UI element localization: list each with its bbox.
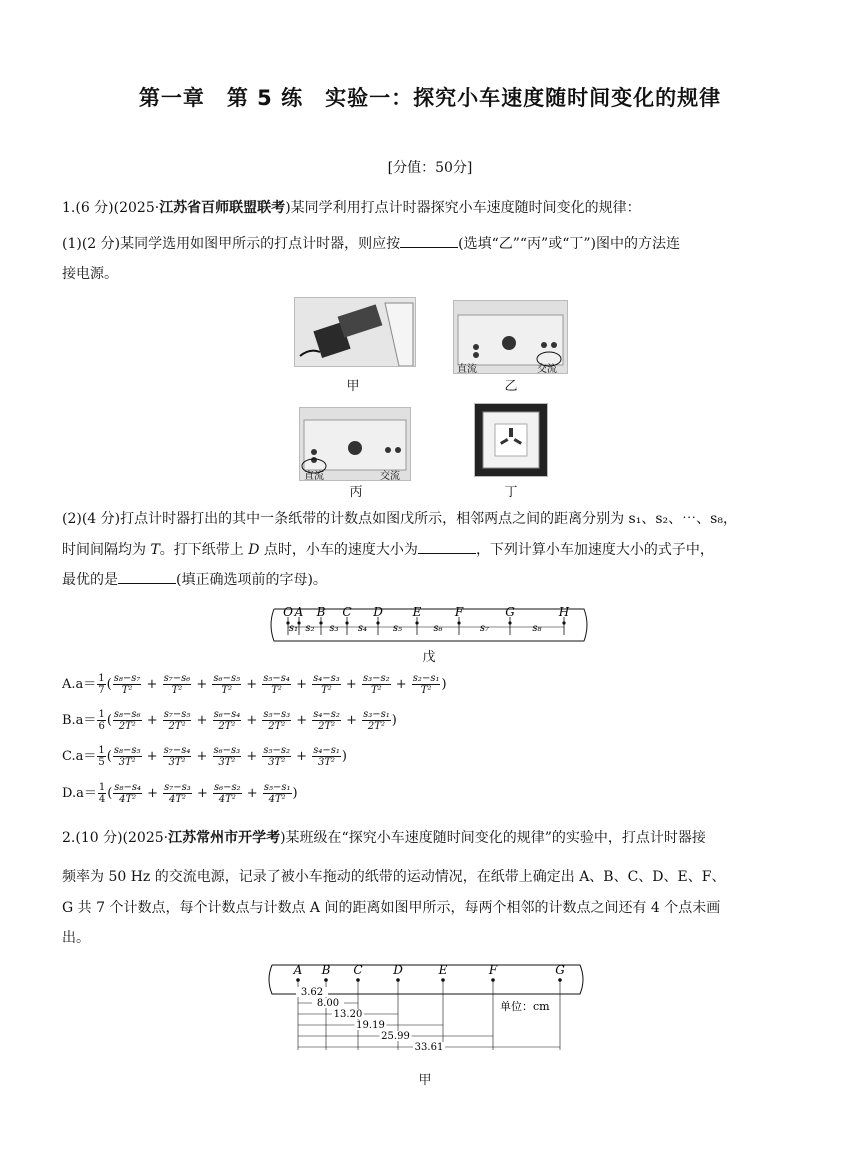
label-dc-yi: 直流 bbox=[457, 364, 477, 375]
fraction bbox=[212, 673, 241, 696]
point-label: H bbox=[558, 605, 570, 619]
option-b[interactable] bbox=[62, 709, 397, 732]
fig-label-q2-jia: 甲 bbox=[418, 1073, 432, 1088]
fraction bbox=[163, 673, 192, 696]
plus-sign: + bbox=[292, 749, 312, 764]
segment-label: s₆ bbox=[433, 623, 443, 634]
denominator: T² bbox=[121, 685, 133, 696]
plus-sign: + bbox=[341, 677, 361, 692]
numerator: s₈−s₇ bbox=[113, 673, 141, 684]
fraction bbox=[163, 745, 192, 768]
q2-line4: 出。 bbox=[62, 930, 90, 946]
numerator: 1 bbox=[98, 745, 105, 756]
var-D: D bbox=[248, 542, 260, 558]
distance-label: 33.61 bbox=[414, 1042, 444, 1053]
plus-sign: + bbox=[291, 677, 312, 692]
point-label: E bbox=[438, 963, 448, 977]
fig-label-ding: 丁 bbox=[504, 485, 518, 500]
plus-sign: + bbox=[192, 713, 212, 728]
numerator: s₇−s₃ bbox=[164, 782, 191, 793]
plus-sign: + bbox=[192, 786, 212, 801]
label-ac-yi: 交流 bbox=[537, 364, 557, 375]
denominator: T² bbox=[321, 685, 332, 696]
denominator: 4T² bbox=[119, 794, 137, 805]
segment-label: s₅ bbox=[392, 623, 403, 634]
denominator: 3T² bbox=[218, 757, 236, 768]
paren: ) bbox=[391, 713, 397, 728]
q1-p2-text: 时间间隔均为 bbox=[62, 542, 151, 558]
fraction bbox=[97, 673, 105, 696]
fraction bbox=[97, 745, 105, 768]
fraction bbox=[262, 673, 291, 696]
option-c[interactable] bbox=[62, 745, 347, 768]
option-lead: D.a＝ bbox=[62, 786, 97, 801]
option-lead: B.a＝ bbox=[62, 713, 97, 728]
fraction bbox=[263, 782, 292, 805]
plus-sign: + bbox=[391, 677, 411, 692]
fraction bbox=[312, 745, 341, 768]
point-label: C bbox=[353, 963, 363, 977]
timer-illustration bbox=[295, 298, 415, 366]
fraction bbox=[262, 745, 291, 768]
fraction bbox=[312, 673, 341, 696]
q1-stem bbox=[62, 199, 802, 217]
point-label: O bbox=[283, 605, 293, 619]
fraction bbox=[97, 709, 105, 732]
point-label: F bbox=[454, 605, 464, 619]
fig-label-bing: 丙 bbox=[349, 485, 363, 500]
segment-label: s₈ bbox=[532, 623, 542, 634]
distance-label: 19.19 bbox=[356, 1020, 385, 1031]
numerator: 1 bbox=[98, 782, 106, 793]
numerator: s₇−s₅ bbox=[163, 709, 191, 720]
q2-line3: G 共 7 个计数点，每个计数点与计数点 A 间的距离如图甲所示，每两个相邻的计数点之间还有 4 个点未画 bbox=[62, 900, 721, 916]
option-lead: A.a＝ bbox=[62, 677, 97, 692]
denominator: 6 bbox=[98, 721, 105, 732]
numerator: s₆−s₂ bbox=[213, 782, 241, 793]
q2-stem bbox=[62, 829, 802, 847]
numerator: s₃−s₁ bbox=[363, 709, 390, 720]
plus-sign: + bbox=[142, 713, 162, 728]
plus-sign: + bbox=[292, 713, 312, 728]
numerator: s₈−s₅ bbox=[113, 745, 141, 756]
plus-sign: + bbox=[341, 713, 362, 728]
answer-blank[interactable] bbox=[400, 235, 458, 248]
fig-label-yi: 乙 bbox=[504, 379, 518, 394]
wall-socket-illustration bbox=[475, 404, 547, 476]
numerator: s₄−s₃ bbox=[313, 673, 340, 684]
q1-part2-line3 bbox=[62, 571, 802, 589]
fraction bbox=[312, 709, 341, 732]
numerator: s₄−s₂ bbox=[313, 709, 340, 720]
fraction bbox=[113, 673, 142, 696]
fraction bbox=[213, 709, 242, 732]
timer-photo-jia bbox=[294, 297, 416, 367]
paren: ( bbox=[106, 713, 112, 728]
numerator: s₇−s₄ bbox=[163, 745, 191, 756]
fraction bbox=[412, 673, 441, 696]
numerator: s₆−s₅ bbox=[213, 673, 241, 684]
point-label: G bbox=[505, 605, 515, 619]
denominator: 5 bbox=[98, 757, 105, 768]
option-d[interactable] bbox=[62, 782, 298, 805]
q1-source: 江苏省百师联盟联考 bbox=[159, 200, 286, 216]
denominator: 2T² bbox=[268, 721, 286, 732]
score-label: [分值：50分] bbox=[387, 160, 473, 176]
plus-sign: + bbox=[242, 786, 262, 801]
q1-part2-line2 bbox=[62, 541, 802, 559]
plus-sign: + bbox=[192, 749, 212, 764]
denominator: 4 bbox=[98, 794, 106, 805]
page-title: 第一章 第 5 练 实验一：探究小车速度随时间变化的规律 bbox=[138, 86, 722, 110]
answer-blank[interactable] bbox=[118, 571, 176, 584]
denominator: 2T² bbox=[118, 721, 136, 732]
segment-label: s₃ bbox=[329, 623, 339, 634]
fraction bbox=[213, 745, 242, 768]
point-label: G bbox=[555, 963, 565, 977]
point-label: D bbox=[393, 963, 403, 977]
numerator: 1 bbox=[98, 673, 105, 684]
label-ac-bing: 交流 bbox=[380, 471, 400, 482]
distance-label: 8.00 bbox=[316, 998, 340, 1009]
fraction bbox=[163, 709, 192, 732]
fraction bbox=[113, 782, 142, 805]
plus-sign: + bbox=[142, 677, 162, 692]
numerator: s₄−s₁ bbox=[313, 745, 340, 756]
q1-stem-text: )某同学利用打点计时器探究小车速度随时间变化的规律： bbox=[285, 200, 641, 216]
plus-sign: + bbox=[142, 749, 162, 764]
answer-blank[interactable] bbox=[418, 541, 476, 554]
q1-part1-line1 bbox=[62, 235, 802, 253]
denominator: 7 bbox=[98, 685, 105, 696]
segment-label: s₁ bbox=[288, 623, 299, 634]
paren: ( bbox=[106, 677, 112, 692]
q1-part2-line1: (2)(4 分)打点计时器打出的其中一条纸带的计数点如图戊所示，相邻两点之间的距离分别为 s₁、s₂、⋯、s₈， bbox=[62, 511, 737, 527]
segment-label: s₇ bbox=[479, 623, 490, 634]
denominator: T² bbox=[420, 685, 432, 696]
numerator: s₅−s₁ bbox=[263, 782, 291, 793]
plus-sign: + bbox=[192, 677, 212, 692]
denominator: 4T² bbox=[218, 794, 236, 805]
denominator: 2T² bbox=[367, 721, 385, 732]
q2-line2: 频率为 50 Hz 的交流电源，记录了被小车拖动的纸带的运动情况，在纸带上确定出 A、B、C、D、E、F、 bbox=[62, 869, 726, 885]
point-label: B bbox=[316, 605, 326, 619]
numerator: s₃−s₂ bbox=[362, 673, 390, 684]
fraction bbox=[113, 745, 142, 768]
q2-prefix: 2.(10 分)(2025· bbox=[62, 830, 169, 846]
plus-sign: + bbox=[242, 677, 262, 692]
fraction bbox=[362, 709, 391, 732]
denominator: 3T² bbox=[118, 757, 136, 768]
denominator: 3T² bbox=[268, 757, 286, 768]
denominator: 2T² bbox=[168, 721, 186, 732]
segment-label: s₄ bbox=[357, 623, 368, 634]
label-dc-bing: 直流 bbox=[304, 471, 324, 482]
paren: ( bbox=[107, 786, 113, 801]
q1-p2-text: (填正确选项前的字母)。 bbox=[176, 572, 327, 588]
var-T: T bbox=[150, 542, 160, 558]
denominator: T² bbox=[370, 685, 382, 696]
point-label: E bbox=[412, 605, 422, 619]
paren: ) bbox=[341, 749, 347, 764]
numerator: s₅−s₄ bbox=[263, 673, 290, 684]
point-label: F bbox=[488, 963, 498, 977]
distance-label: 3.62 bbox=[300, 987, 324, 998]
q1-p1-text-a: (1)(2 分)某同学选用如图甲所示的打点计时器，则应按 bbox=[62, 236, 401, 252]
socket-photo-ding bbox=[474, 403, 548, 477]
denominator: T² bbox=[271, 685, 282, 696]
q2-source: 江苏常州市开学考 bbox=[168, 830, 281, 846]
q1-p2-text: ，下列计算小车加速度大小的式子中， bbox=[475, 542, 714, 558]
fig-label-jia: 甲 bbox=[346, 379, 360, 394]
point-label: A bbox=[293, 963, 303, 977]
plus-sign: + bbox=[242, 749, 262, 764]
fraction bbox=[213, 782, 242, 805]
q1-p2-text: 。打下纸带上 bbox=[159, 542, 249, 558]
plus-sign: + bbox=[242, 713, 262, 728]
q1-p2-text: 最优的是 bbox=[62, 572, 118, 588]
paren: ) bbox=[292, 786, 298, 801]
numerator: 1 bbox=[98, 709, 105, 720]
numerator: s₂−s₁ bbox=[412, 673, 440, 684]
denominator: 3T² bbox=[168, 757, 186, 768]
numerator: s₈−s₆ bbox=[113, 709, 141, 720]
fraction bbox=[98, 782, 106, 805]
fraction bbox=[163, 782, 192, 805]
segment-label: s₂ bbox=[305, 623, 315, 634]
q2-stem-text: )某班级在“探究小车速度随时间变化的规律”的实验中，打点计时器接 bbox=[280, 830, 706, 846]
point-label: B bbox=[321, 963, 331, 977]
unit-label: 单位：cm bbox=[500, 1000, 550, 1013]
numerator: s₆−s₃ bbox=[213, 745, 241, 756]
distance-label: 25.99 bbox=[381, 1031, 410, 1042]
point-label: D bbox=[373, 605, 383, 619]
q1-prefix: 1.(6 分)(2025· bbox=[62, 200, 160, 216]
denominator: 4T² bbox=[168, 794, 186, 805]
numerator: s₆−s₄ bbox=[213, 709, 241, 720]
denominator: 2T² bbox=[318, 721, 336, 732]
tape-diagram-jia bbox=[268, 960, 588, 1070]
denominator: 4T² bbox=[268, 794, 286, 805]
point-label: A bbox=[294, 605, 304, 619]
q1-part1-line2: 接电源。 bbox=[62, 266, 118, 282]
denominator: 3T² bbox=[318, 757, 336, 768]
paren: ( bbox=[106, 749, 112, 764]
numerator: s₅−s₃ bbox=[263, 709, 291, 720]
plus-sign: + bbox=[142, 786, 163, 801]
numerator: s₈−s₄ bbox=[114, 782, 141, 793]
q1-p1-text-b: (选填“乙”“丙”或“丁”)图中的方法连 bbox=[458, 236, 680, 252]
fraction bbox=[262, 709, 291, 732]
denominator: T² bbox=[171, 685, 183, 696]
distance-label: 13.20 bbox=[333, 1009, 363, 1020]
numerator: s₅−s₂ bbox=[263, 745, 291, 756]
fraction bbox=[113, 709, 142, 732]
point-label: C bbox=[342, 605, 352, 619]
numerator: s₇−s₆ bbox=[163, 673, 191, 684]
q1-p2-text: 点时，小车的速度大小为 bbox=[259, 542, 418, 558]
option-lead: C.a＝ bbox=[62, 749, 97, 764]
option-a[interactable] bbox=[62, 673, 447, 696]
paren: ) bbox=[441, 677, 447, 692]
fig-label-wu: 戊 bbox=[422, 650, 436, 665]
denominator: T² bbox=[221, 685, 233, 696]
denominator: 2T² bbox=[218, 721, 236, 732]
fraction bbox=[362, 673, 391, 696]
